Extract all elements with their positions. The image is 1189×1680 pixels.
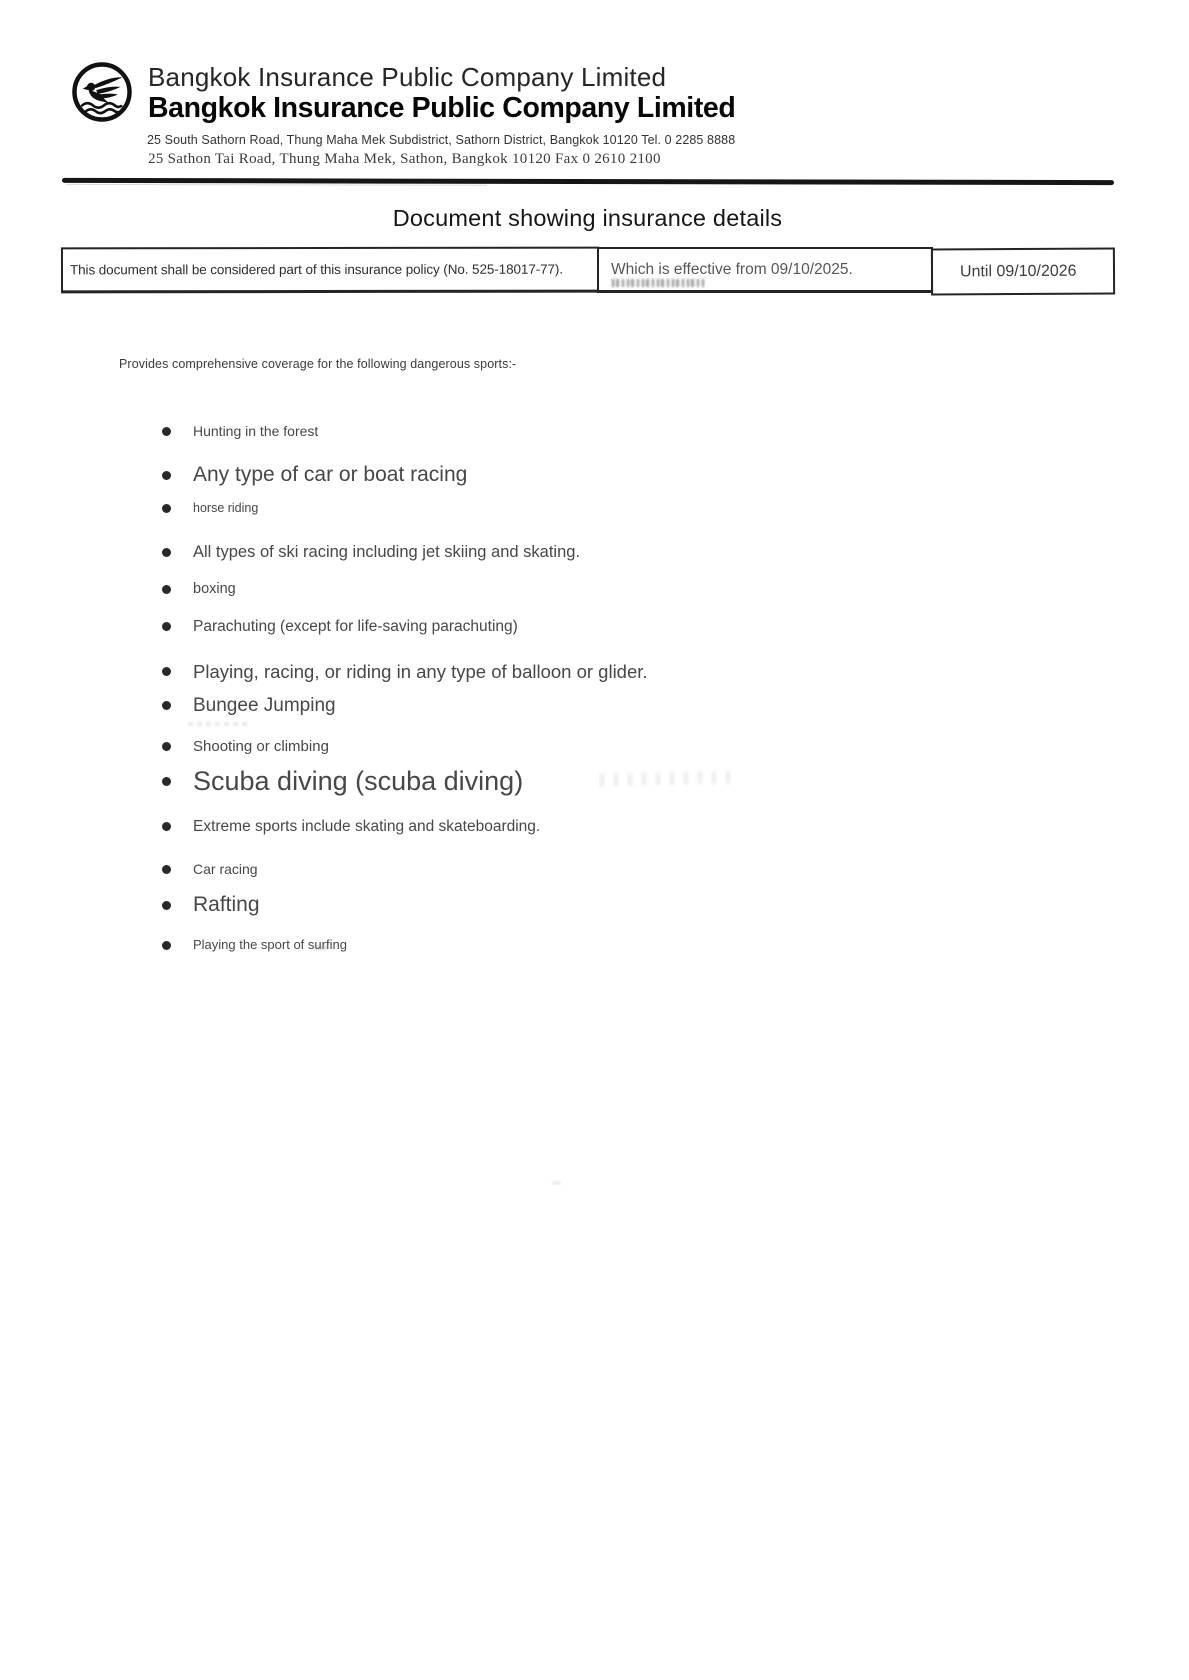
until-date-cell: Until 09/10/2026: [931, 247, 1115, 295]
effective-date-cell: [597, 247, 933, 293]
sport-label: horse riding: [193, 501, 259, 515]
page-title: Document showing insurance details: [392, 205, 783, 231]
sport-list-item: [162, 861, 258, 877]
bullet-icon: [162, 941, 171, 950]
bullet-icon: [162, 822, 171, 831]
sport-list-item: [162, 463, 467, 487]
sport-label: Shooting or climbing: [193, 738, 329, 755]
scan-artifact: [552, 1181, 561, 1185]
bullet-icon: [162, 901, 171, 910]
sport-list-item: [162, 695, 336, 717]
company-logo-dove-icon: [70, 60, 134, 124]
letterhead-divider: [62, 178, 1114, 185]
sport-label: Scuba diving (scuba diving): [193, 766, 524, 796]
sport-label: Rafting: [193, 893, 260, 916]
bullet-icon: [162, 548, 171, 557]
sport-list-item: [162, 738, 329, 755]
sport-label: Playing, racing, or riding in any type of balloon or glider.: [193, 661, 648, 682]
bullet-icon: [162, 667, 171, 676]
company-address-line1: 25 South Sathorn Road, Thung Maha Mek Subdistrict, Sathorn District, Bangkok 10120 Tel. 0 2285 8888: [147, 133, 736, 147]
sport-label: Parachuting (except for life-saving parachuting): [193, 618, 518, 635]
scan-smudge-artifact: [612, 279, 704, 287]
sport-label: All types of ski racing including jet skiing and skating.: [193, 543, 581, 561]
effective-date-text: Which is effective from 09/10/2025.: [611, 260, 853, 278]
sport-label: Bungee Jumping: [193, 695, 336, 716]
sport-list-item: [162, 581, 236, 598]
bullet-icon: [162, 701, 171, 710]
bullet-icon: [162, 742, 171, 751]
company-name-line2: Bangkok Insurance Public Company Limited: [148, 92, 736, 124]
coverage-intro-text: Provides comprehensive coverage for the following dangerous sports:-: [119, 356, 517, 371]
bullet-icon: [162, 865, 171, 874]
sport-label: Extreme sports include skating and skateboarding.: [193, 818, 541, 835]
bullet-icon: [162, 622, 171, 631]
bullet-icon: [162, 777, 171, 786]
sport-label: Car racing: [193, 861, 258, 877]
sport-label: Hunting in the forest: [193, 423, 319, 439]
sport-list-item: [162, 893, 260, 917]
scan-artifact: [600, 771, 740, 787]
sport-list-item: [162, 543, 580, 562]
sport-list-item: [162, 423, 318, 439]
sport-label: Playing the sport of surfing: [193, 937, 347, 952]
bullet-icon: [162, 427, 171, 436]
sport-list-item: [162, 618, 518, 636]
sport-label: Any type of car or boat racing: [193, 463, 468, 486]
policy-statement-cell: This document shall be considered part of this insurance policy (No. 525-18017-77).: [61, 247, 599, 294]
scan-artifact: [188, 722, 248, 726]
bullet-icon: [162, 585, 171, 594]
sport-list-item: [162, 661, 648, 682]
company-name-line1: Bangkok Insurance Public Company Limited: [148, 62, 667, 92]
sport-list-item: [162, 938, 347, 953]
sport-label: boxing: [193, 581, 236, 597]
bullet-icon: [162, 504, 171, 513]
sport-list-item: [162, 501, 258, 515]
bullet-icon: [162, 471, 171, 480]
sport-list-item: [162, 766, 523, 797]
company-address-line2: 25 Sathon Tai Road, Thung Maha Mek, Sathon, Bangkok 10120 Fax 0 2610 2100: [148, 151, 661, 167]
sport-list-item: [162, 818, 540, 836]
